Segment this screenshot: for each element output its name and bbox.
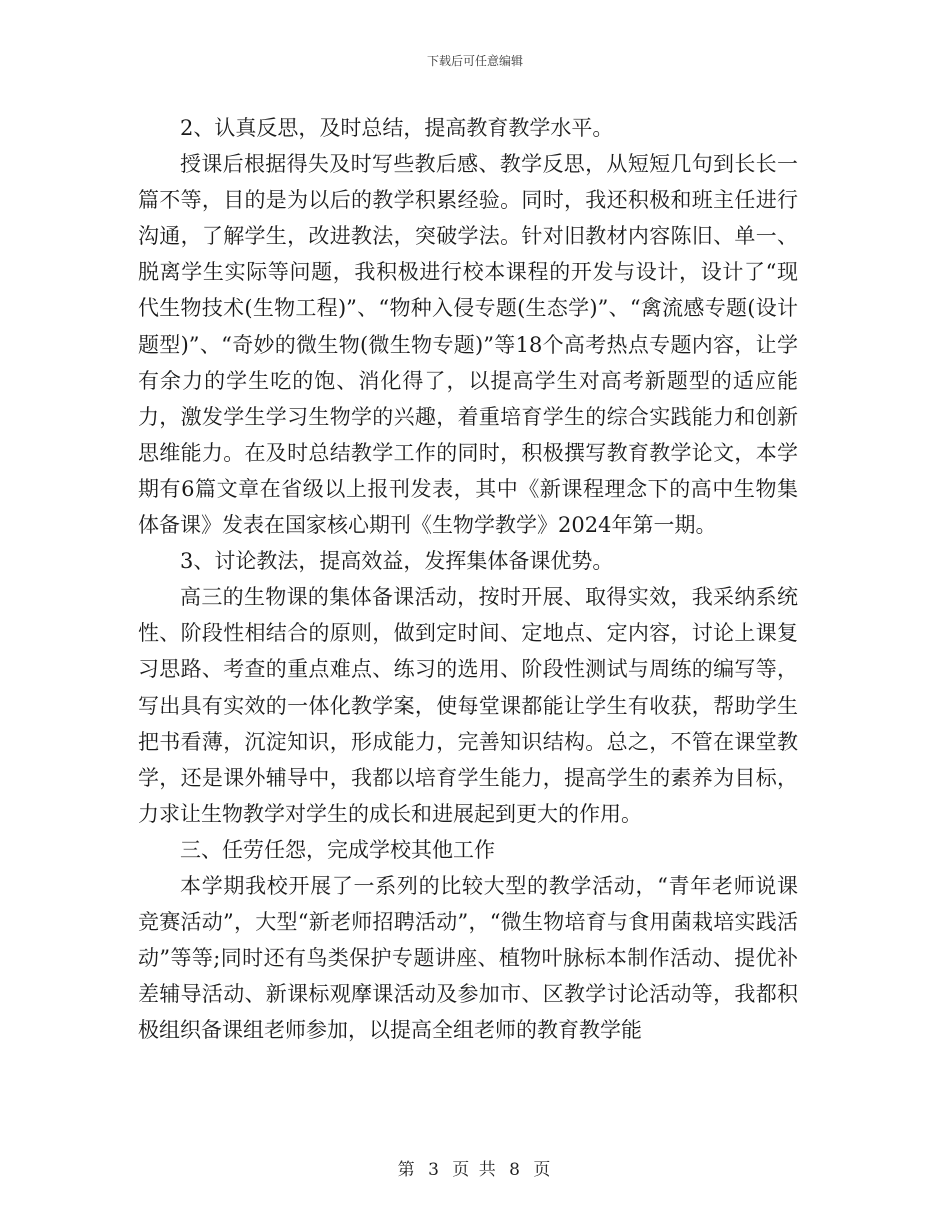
page-footer — [0, 1155, 950, 1180]
body-paragraph: 高三的生物课的集体备课活动，按时开展、取得实效，我采纳系统性、阶段性相结合的原则，做到定时间、定地点、定内容，讨论上课复习思路、考查的重点难点、练习的选用、阶段性测试与周练的编写等，写出具有实效的一体化教学案，使每堂课都能让学生有收获，帮助学生把书看薄，沉淀知识，形成能力，完善知识结构。总之，不管在课堂教学，还是课外辅导中，我都以培育学生能力，提高学生的素养为目标，力求让生物教学对学生的成长和进展起到更大的作用。 — [138, 585, 798, 826]
body-paragraph: 本学期我校开展了一系列的比较大型的教学活动，“青年老师说课竞赛活动”，大型“新老师招聘活动”，“微生物培育与食用菌栽培实践活动”等等;同时还有鸟类保护专题讲座、植物叶脉标本制作活动、提优补差辅导活动、新课标观摩课活动及参加市、区教学讨论活动等，我都积极组织备课组老师参加，以提高全组老师的教育教学能 — [138, 873, 798, 1043]
total-page-number: 8 — [509, 1160, 522, 1180]
footer-mid: 页 共 — [452, 1160, 498, 1180]
section-heading: 2、认真反思，及时总结，提高教育教学水平。 — [180, 116, 614, 140]
page-header: 下载后可任意编辑 — [426, 54, 523, 68]
section-heading: 三、任劳任怨，完成学校其他工作 — [180, 837, 495, 862]
footer-suffix: 页 — [533, 1160, 553, 1180]
section-heading: 3、讨论教法，提高效益，发挥集体备课优势。 — [180, 549, 614, 574]
current-page-number: 3 — [428, 1160, 441, 1180]
document-body — [138, 110, 798, 1048]
body-paragraph: 授课后根据得失及时写些教后感、教学反思，从短短几句到长长一篇不等，目的是为以后的教学积累经验。同时，我还积极和班主任进行沟通，了解学生，改进教法，突破学法。针对旧教材内容陈旧、单一、脱离学生实际等问题，我积极进行校本课程的开发与设计，设计了“现代生物技术(生物工程)”、“物种入侵专题(生态学)”、“禽流感专题(设计题型)”、“奇妙的微生物(微生物专题)”等18个高考热点专题内容，让学有余力的学生吃的饱、消化得了，以提高学生对高考新题型的适应能力，激发学生学习生物学的兴趣，着重培育学生的综合实践能力和创新思维能力。在及时总结教学工作的同时，积极撰写教育教学论文，本学期有6篇文章在省级以上报刊发表，其中《新课程理念下的高中生物集体备课》发表在国家核心期刊《生物学教学》2024年第一期。 — [138, 152, 798, 538]
footer-prefix: 第 — [397, 1160, 417, 1180]
